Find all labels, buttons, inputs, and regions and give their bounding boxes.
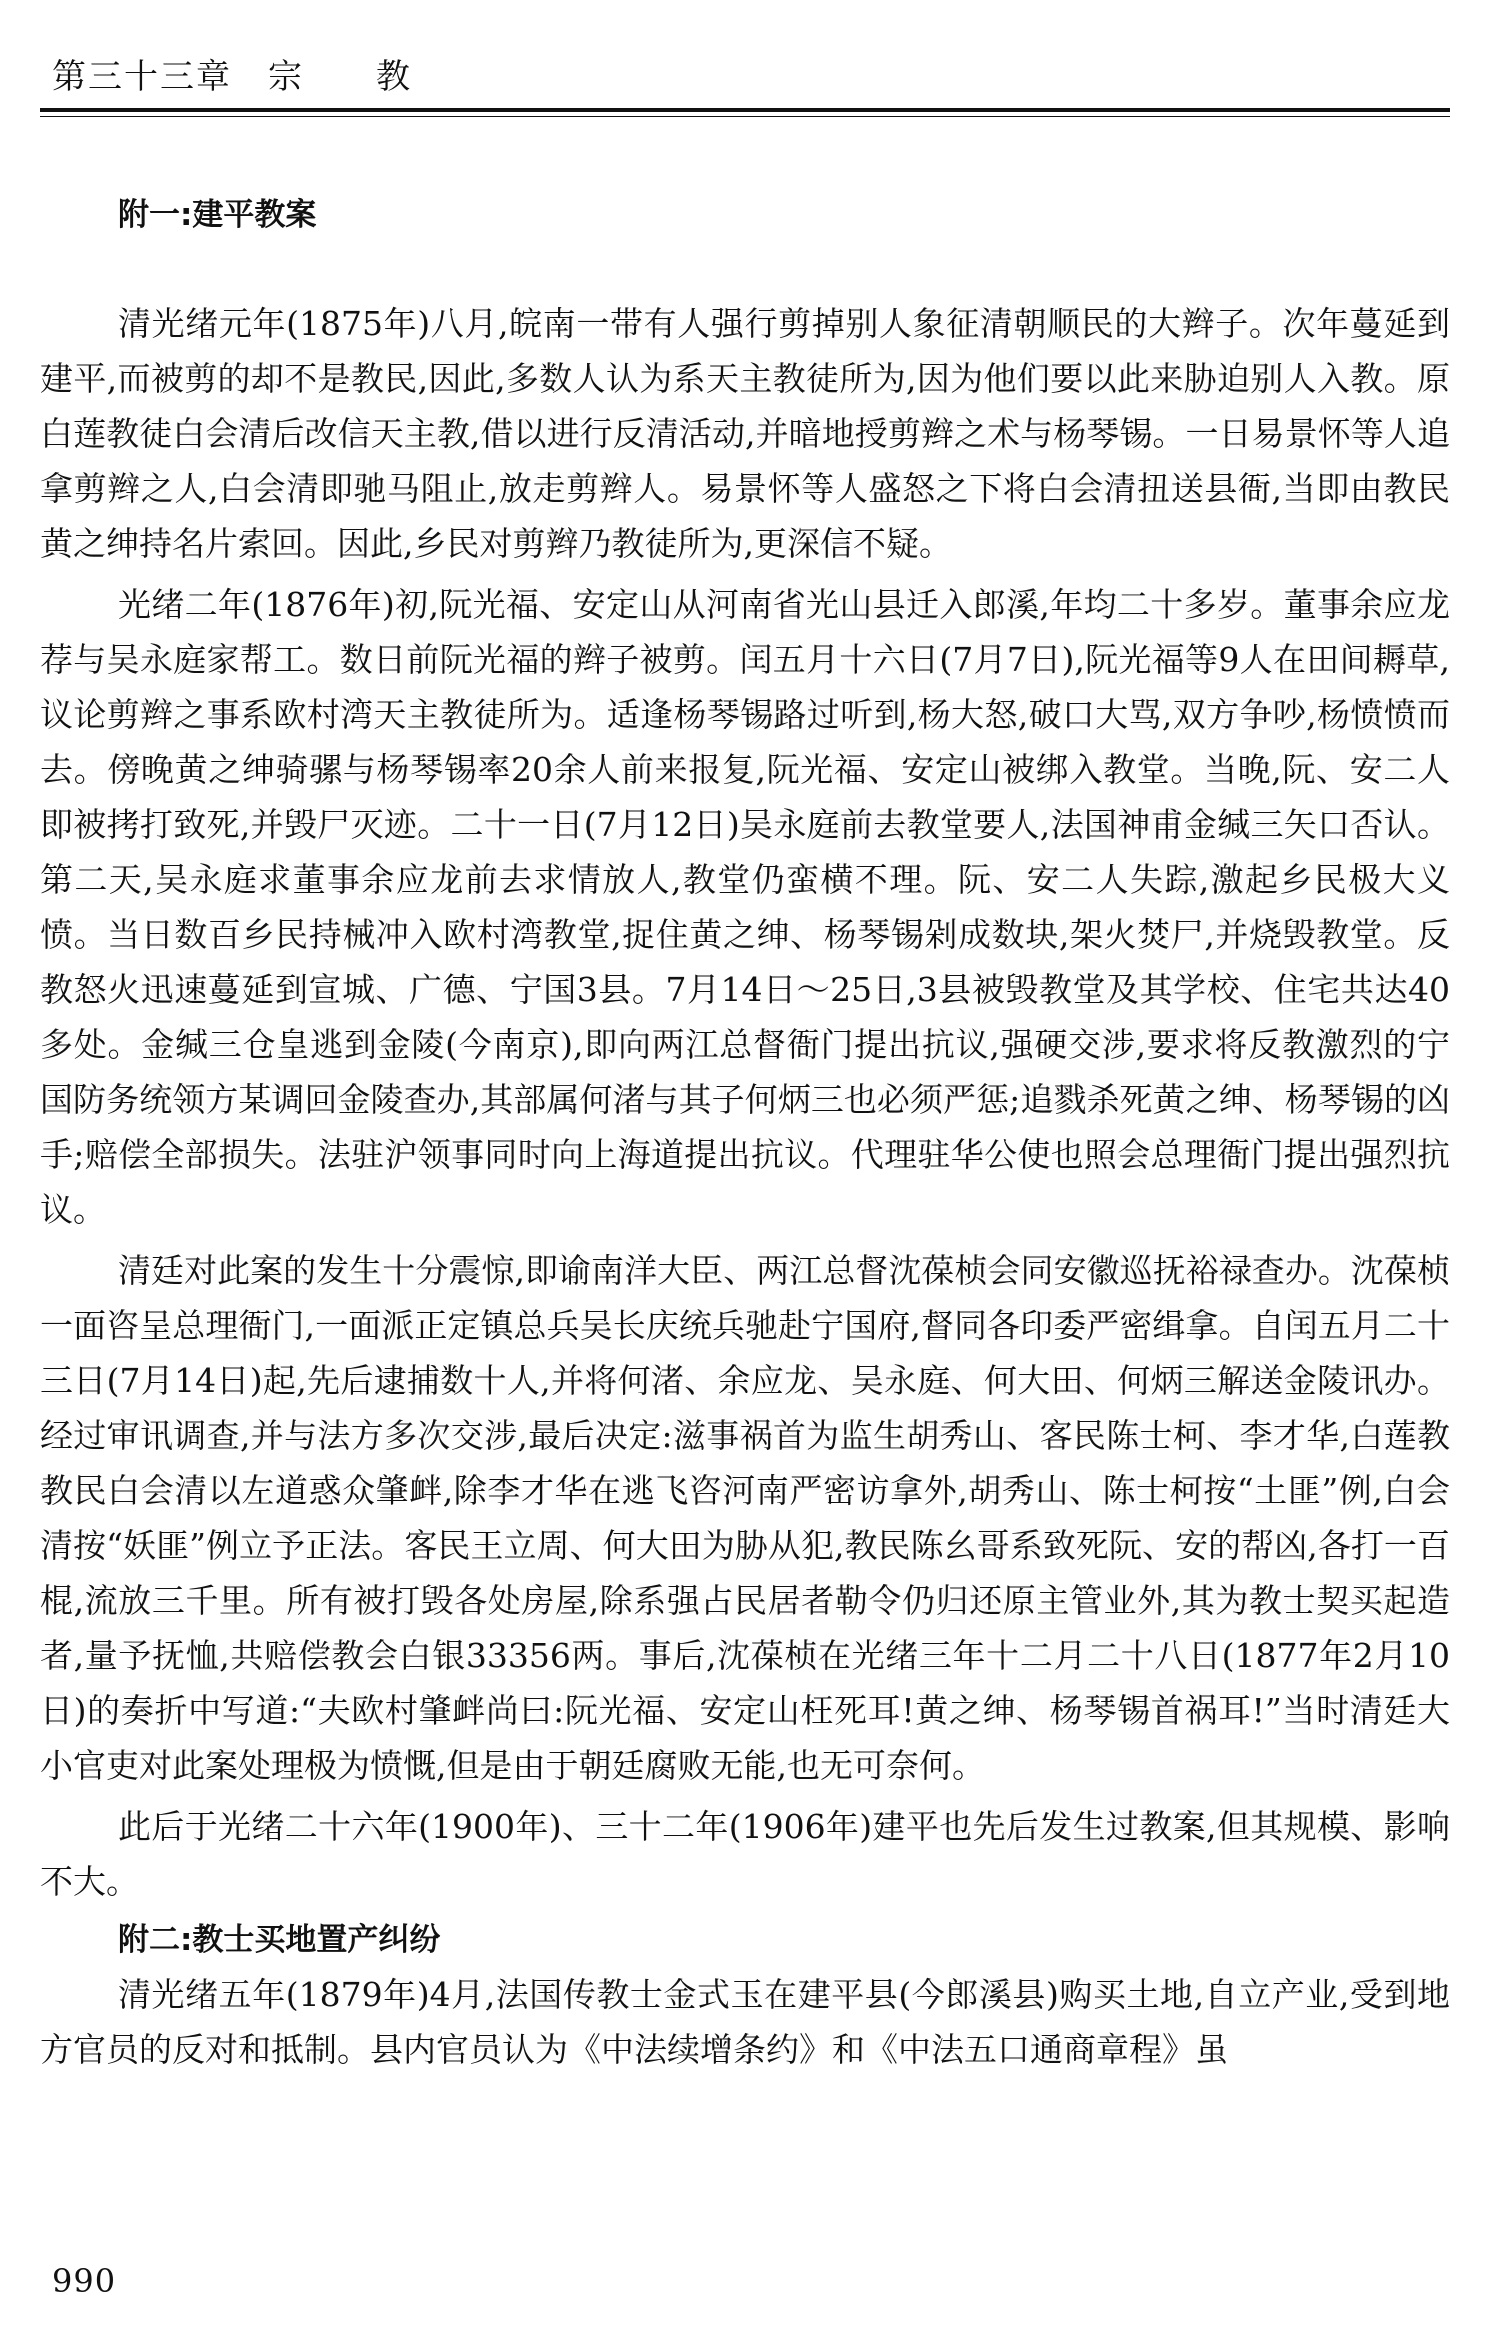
paragraph: 光绪二年(1876年)初,阮光福、安定山从河南省光山县迁入郎溪,年均二十多岁。董事余应龙荐与吴永庭家帮工。数日前阮光福的辫子被剪。闰五月十六日(7月7日),阮光福等9人在田间耨草,议论剪辫之事系欧村湾天主教徒所为。适逢杨琴锡路过听到,杨大怒,破口大骂,双方争吵,杨愤愤而去。傍晚黄之绅骑骡与杨琴锡率20余人前来报复,阮光福、安定山被绑入教堂。当晚,阮、安二人即被拷打致死,并毁尸灭迹。二十一日(7月12日)吴永庭前去教堂要人,法国神甫金缄三矢口否认。第二天,吴永庭求董事余应龙前去求情放人,教堂仍蛮横不理。阮、安二人失踪,激起乡民极大义愤。当日数百乡民持械冲入欧村湾教堂,捉住黄之绅、杨琴锡剁成数块,架火焚尸,并烧毁教堂。反教怒火迅速蔓延到宣城、广德、宁国3县。7月14日～25日,3县被毁教堂及其学校、住宅共达40多处。金缄三仓皇逃到金陵(今南京),即向两江总督衙门提出抗议,强硬交涉,要求将反教激烈的宁国防务统领方某调回金陵查办,其部属何渚与其子何炳三也必须严惩;追戮杀死黄之绅、杨琴锡的凶手;赔偿全部损失。法驻沪领事同时向上海道提出抗议。代理驻华公使也照会总理衙门提出强烈抗议。 [40, 585, 1450, 1229]
paragraph: 清光绪五年(1879年)4月,法国传教士金式玉在建平县(今郎溪县)购买土地,自立产业,受到地方官员的反对和抵制。县内官员认为《中法续增条约》和《中法五口通商章程》虽 [40, 1975, 1450, 2069]
paragraph: 此后于光绪二十六年(1900年)、三十二年(1906年)建平也先后发生过教案,但其规模、影响不大。 [40, 1807, 1450, 1901]
page-number: 990 [52, 2262, 117, 2300]
section-heading-land-dispute: 附二:教士买地置产纠纷 [118, 1922, 441, 1958]
paragraph: 清廷对此案的发生十分震惊,即谕南洋大臣、两江总督沈葆桢会同安徽巡抚裕禄查办。沈葆桢一面咨呈总理衙门,一面派正定镇总兵吴长庆统兵驰赴宁国府,督同各印委严密缉拿。自闰五月二十三日(7月14日)起,先后逮捕数十人,并将何渚、余应龙、吴永庭、何大田、何炳三解送金陵讯办。经过审讯调查,并与法方多次交涉,最后决定:滋事祸首为监生胡秀山、客民陈士柯、李才华,白莲教教民白会清以左道惑众肇衅,除李才华在逃飞咨河南严密访拿外,胡秀山、陈士柯按“土匪”例,白会清按“妖匪”例立予正法。客民王立周、何大田为胁从犯,教民陈幺哥系致死阮、安的帮凶,各打一百棍,流放三千里。所有被打毁各处房屋,除系强占民居者勒令仍归还原主管业外,其为教士契买起造者,量予抚恤,共赔偿教会白银33356两。事后,沈葆桢在光绪三年十二月二十八日(1877年2月10日)的奏折中写道:“夫欧村肇衅尚曰:阮光福、安定山枉死耳!黄之绅、杨琴锡首祸耳!”当时清廷大小官吏对此案处理极为愤慨,但是由于朝廷腐败无能,也无可奈何。 [40, 1251, 1450, 1785]
paragraph: 清光绪元年(1875年)八月,皖南一带有人强行剪掉别人象征清朝顺民的大辫子。次年蔓延到建平,而被剪的却不是教民,因此,多数人认为系天主教徒所为,因为他们要以此来胁迫别人入教。原白莲教徒白会清后改信天主教,借以进行反清活动,并暗地授剪辫之术与杨琴锡。一日易景怀等人追拿剪辫之人,白会清即驰马阻止,放走剪辫人。易景怀等人盛怒之下将白会清扭送县衙,当即由教民黄之绅持名片索回。因此,乡民对剪辫乃教徒所为,更深信不疑。 [40, 304, 1450, 563]
section-heading-jianping-case: 附一:建平教案 [118, 197, 317, 233]
header-rule-thin [40, 116, 1450, 117]
page-body [40, 190, 1450, 2083]
running-header [52, 48, 1452, 106]
chapter-title: 第三十三章 宗 教 [52, 57, 412, 97]
header-rule-thick [40, 108, 1450, 112]
